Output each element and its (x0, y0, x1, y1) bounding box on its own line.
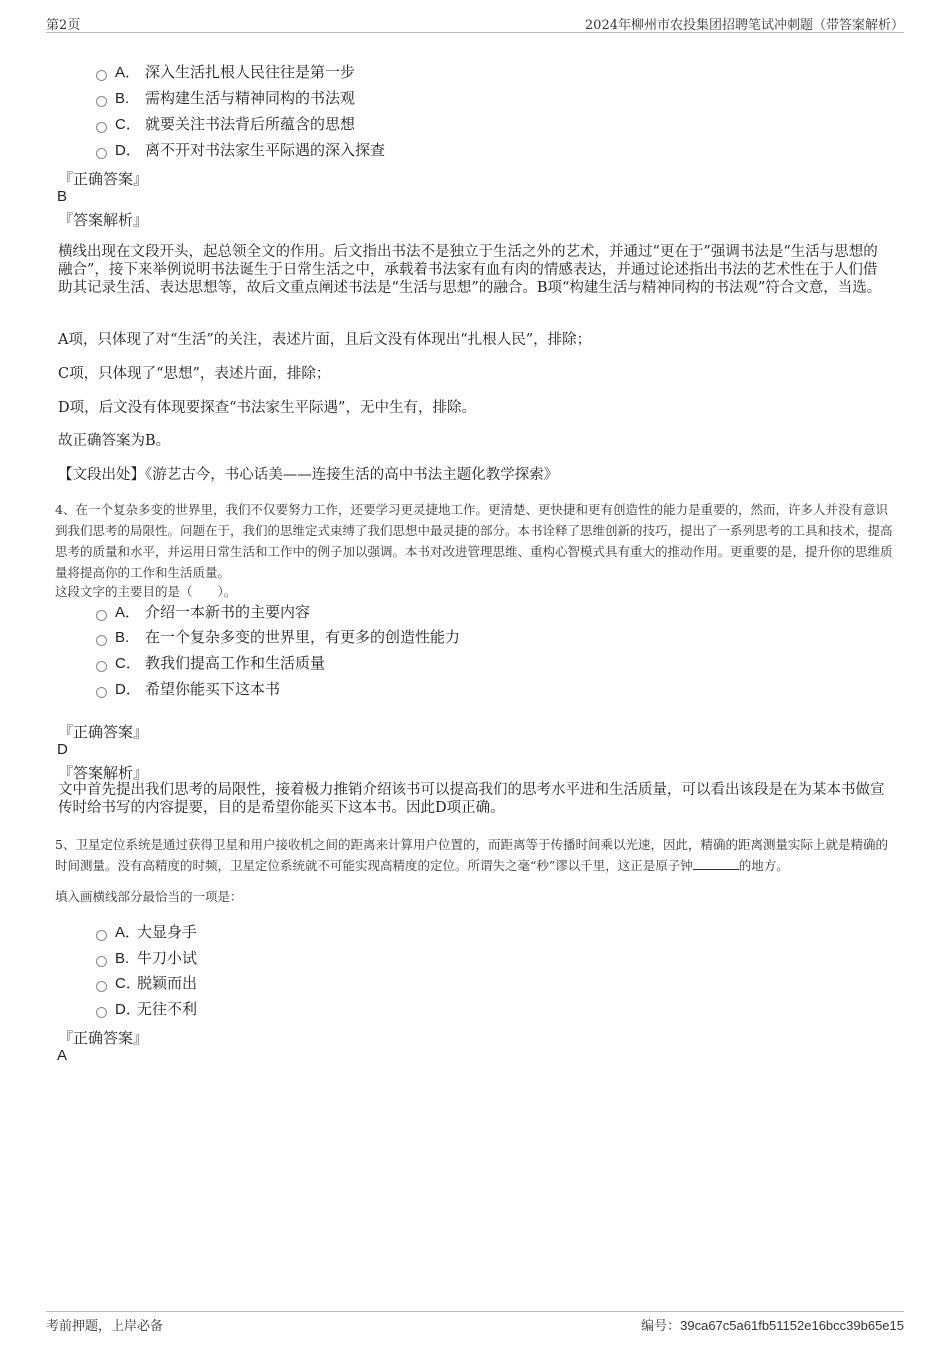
q3-analysis-main: 横线出现在文段开头，起总领全文的作用。后文指出书法不是独立于生活之外的艺术，并通过“更在于”强调书法是“生活与思想的融合”，接下来举例说明书法诞生于日常生活之中，承载着书法家有血有肉的情感表达，并通过论述指出书法的艺术性在于人们借助其记录生活、表达思想等，故后文重点阐述书法是“生活与思想”的融合。B项“构建生活与精神同构的书法观”符合文意，当选。 (58, 244, 882, 296)
q4-option-d[interactable]: D． 希望你能买下这本书 (96, 679, 280, 699)
radio-icon[interactable] (96, 635, 107, 646)
q3-option-d[interactable]: D． 离不开对书法家生平际遇的深入探查 (96, 140, 385, 160)
page-footer (46, 1311, 904, 1334)
q3-option-b[interactable]: B. 需构建生活与精神同构的书法观 (96, 88, 355, 108)
q4-answer-label: 『正确答案』 (58, 723, 149, 741)
q3-answer-label: 『正确答案』 (58, 170, 149, 188)
document-id: 编号：39ca67c5a61fb51152e16bcc39b65e15 (641, 1318, 904, 1334)
document-title: 2024年柳州市农投集团招聘笔试冲刺题（带答案解析） (584, 18, 904, 33)
q4-option-c[interactable]: C． 教我们提高工作和生活质量 (96, 653, 325, 673)
q3-analysis-d: D项，后文没有体现要探查“书法家生平际遇”，无中生有，排除。 (58, 400, 476, 416)
radio-icon[interactable] (96, 148, 107, 159)
radio-icon[interactable] (96, 687, 107, 698)
q4-stem: 4、在一个复杂多变的世界里，我们不仅要努力工作，还要学习更灵捷地工作。更清楚、更快捷和更有创造性的能力是重要的，然而，许多人并没有意识到我们思考的局限性。问题在于，我们的思维定式束缚了我们思想中最灵捷的部分。本书诠释了思维创新的技巧，提出了一系列思考的工具和技术，提高思考的质量和水平，并运用日常生活和工作中的例子加以强调。本书对改进管理思维、重构心智模式具有重大的推动作用。更重要的是，提升你的思维质量将提高你的工作和生活质量。 (55, 502, 893, 580)
radio-icon[interactable] (96, 70, 107, 81)
q3-analysis-c: C项，只体现了“思想”，表述片面，排除； (58, 366, 331, 382)
q3-source: 【文段出处】《游艺古今，书心话美——连接生活的高中书法主题化教学探索》 (58, 467, 559, 483)
radio-icon[interactable] (96, 122, 107, 133)
q4-analysis: 文中首先提出我们思考的局限性，接着极力推销介绍该书可以提高我们的思考水平进和生活质量，可以看出该段是在为某本书做宣传时给书写的内容提要，目的是希望你能买下这本书。因此D项正确。 (58, 782, 885, 816)
q5-question: 填入画横线部分最恰当的一项是： (55, 889, 243, 904)
q3-answer: B (57, 188, 68, 205)
q5-option-d[interactable]: D．无往不利 (96, 999, 197, 1019)
page-number: 第2页 (46, 18, 81, 33)
q4-option-a[interactable]: A． 介绍一本新书的主要内容 (96, 602, 310, 622)
q3-option-a[interactable]: A． 深入生活扎根人民往往是第一步 (96, 62, 355, 82)
radio-icon[interactable] (96, 956, 107, 967)
q5-stem: 5、卫星定位系统是通过获得卫星和用户接收机之间的距离来计算用户位置的，而距离等于传播时间乘以光速，因此，精确的距离测量实际上就是精确的时间测量。没有高精度的时频，卫星定位系统就不可能实现高精度的定位。所谓失之毫“秒”谬以千里，这正是原子钟 的地方。 (55, 837, 888, 873)
q3-conclusion: 故正确答案为B。 (58, 433, 171, 449)
q3-analysis-a: A项，只体现了对“生活”的关注，表述片面，且后文没有体现出“扎根人民”，排除； (58, 332, 592, 348)
q5-option-c[interactable]: C．脱颖而出 (96, 973, 197, 993)
q3-option-c[interactable]: C． 就要关注书法背后所蕴含的思想 (96, 114, 355, 134)
q3-analysis-label: 『答案解析』 (58, 211, 149, 229)
fill-blank (693, 857, 739, 870)
q5-answer: A (57, 1047, 68, 1064)
radio-icon[interactable] (96, 981, 107, 992)
q5-option-a[interactable]: A．大显身手 (96, 922, 197, 942)
radio-icon[interactable] (96, 930, 107, 941)
radio-icon[interactable] (96, 610, 107, 621)
radio-icon[interactable] (96, 661, 107, 672)
q4-question: 这段文字的主要目的是（ ）。 (55, 584, 237, 599)
radio-icon[interactable] (96, 96, 107, 107)
q5-option-b[interactable]: B. 牛刀小试 (96, 948, 197, 968)
q4-answer: D (57, 741, 68, 758)
q5-answer-label: 『正确答案』 (58, 1029, 149, 1047)
footer-slogan: 考前押题，上岸必备 (46, 1319, 164, 1334)
q4-analysis-label: 『答案解析』 (58, 764, 149, 782)
q4-option-b[interactable]: B. 在一个复杂多变的世界里，有更多的创造性能力 (96, 627, 460, 647)
radio-icon[interactable] (96, 1007, 107, 1018)
page-header (46, 12, 904, 33)
